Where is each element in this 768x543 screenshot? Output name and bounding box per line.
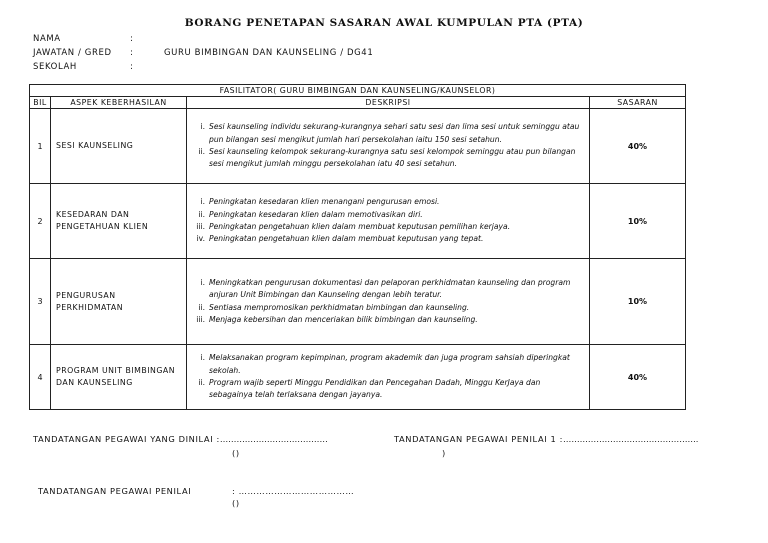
row-deskripsi: [187, 259, 590, 345]
signature-line[interactable]: …………………………………: [219, 434, 328, 444]
signature-name-paren: (): [232, 448, 240, 458]
row-bil: 3: [30, 259, 51, 345]
signature-line[interactable]: ………………………………………….: [563, 434, 699, 444]
meta-label: JAWATAN / GRED: [33, 48, 112, 58]
row-deskripsi: [187, 109, 590, 184]
signature-penilai: [38, 486, 191, 496]
meta-label: NAMA: [33, 34, 61, 44]
list-item: iv. Peningkatan pengetahuan klien dalam membuat keputusan yang tepat.: [196, 234, 484, 244]
list-item: iii. Peningkatan pengetahuan klien dalam membuat keputusan pemilihan kerjaya.: [196, 222, 511, 231]
row-bil: 1: [30, 109, 51, 184]
target-table: [29, 84, 686, 410]
facilitator-header: FASILITATOR( GURU BIMBINGAN DAN KAUNSELING/KAUNSELOR): [30, 85, 686, 97]
list-item: ii. Program wajib seperti Minggu Pendidikan dan Pencegahan Dadah, Minggu KerJaya dan sebagainya telah terlaksana dengan jayanya.: [198, 378, 541, 400]
form-title: BORANG PENETAPAN SASARAN AWAL KUMPULAN PTA (PTA): [184, 17, 584, 29]
signature-line[interactable]: : …………………………………: [232, 486, 355, 496]
list-item: i. Sesi kaunseling individu sekurang-kurangnya sehari satu sesi dan lima sesi untuk seminggu atau pun bilangan sesi mengikut jumlah hari persekolahan iaitu 150 sesi setahun.: [200, 122, 580, 144]
header-bil: BIL: [30, 97, 51, 109]
signature-label: TANDATANGAN PEGAWAI PENILAI: [38, 486, 192, 496]
list-item: i. Melaksanakan program kepimpinan, program akademik dan juga program sahsiah diperingkat sekolah.: [200, 353, 570, 375]
meta-value: GURU BIMBINGAN DAN KAUNSELING / DG41: [164, 48, 374, 58]
row-sasaran: 10%: [590, 259, 686, 345]
meta-jawatan: JAWATAN / GRED : GURU BIMBINGAN DAN KAUNSELING / DG41: [33, 48, 374, 58]
table-row: [30, 345, 686, 410]
signature-pegawai-dinilai: [33, 434, 328, 444]
row-aspek: PROGRAM UNIT BIMBINGAN DAN KAUNSELING: [51, 345, 187, 410]
list-item: ii. Sesi kaunseling kelompok sekurang-kurangnya satu sesi kelompok seminggu atau pun bilangan sesi mengikut jumlah minggu persekolahan iatu 40 sesi setahun.: [198, 147, 576, 169]
signature-penilai-1: [394, 434, 698, 444]
row-aspek: SESI KAUNSELING: [51, 109, 187, 184]
row-sasaran: 10%: [590, 184, 686, 259]
row-sasaran: 40%: [590, 109, 686, 184]
table-row: [30, 109, 686, 184]
meta-nama: NAMA :: [33, 34, 134, 44]
row-deskripsi: [187, 345, 590, 410]
meta-label: SEKOLAH: [33, 62, 77, 72]
header-deskripsi: DESKRIPSI: [187, 97, 590, 109]
meta-sekolah: SEKOLAH :: [33, 62, 134, 72]
list-item: i. Meningkatkan pengurusan dokumentasi dan pelaporan perkhidmatan kaunseling dan program anjuran Unit Bimbingan dan Kaunseling dengan lebih teratur.: [200, 277, 571, 300]
signature-label: TANDATANGAN PEGAWAI YANG DINILAI :: [33, 434, 220, 444]
list-item: iii. Menjaga kebersihan dan menceriakan bilik bimbingan dan kaunseling.: [196, 314, 478, 324]
table-row: [30, 259, 686, 345]
row-deskripsi: [187, 184, 590, 259]
row-bil: 4: [30, 345, 51, 410]
header-sasaran: SASARAN: [590, 97, 686, 109]
row-aspek: PENGURUSAN PERKHIDMATAN: [51, 259, 187, 345]
row-bil: 2: [30, 184, 51, 259]
list-item: i. Peningkatan kesedaran klien menangani pengurusan emosi.: [200, 197, 440, 207]
signature-name-paren: (): [232, 498, 240, 508]
row-sasaran: 40%: [590, 345, 686, 410]
table-row: [30, 184, 686, 259]
row-aspek: KESEDARAN DAN PENGETAHUAN KLIEN: [51, 184, 187, 259]
signature-name-paren: ): [442, 448, 446, 458]
list-item: ii. Sentiasa mempromosikan perkhidmatan bimbingan dan kaunseling.: [198, 302, 470, 312]
signature-label: TANDATANGAN PEGAWAI PENILAI 1 :: [394, 434, 564, 444]
header-aspek: ASPEK KEBERHASILAN: [51, 97, 187, 109]
list-item: ii. Peningkatan kesedaran klien dalam memotivasikan diri.: [198, 209, 423, 219]
